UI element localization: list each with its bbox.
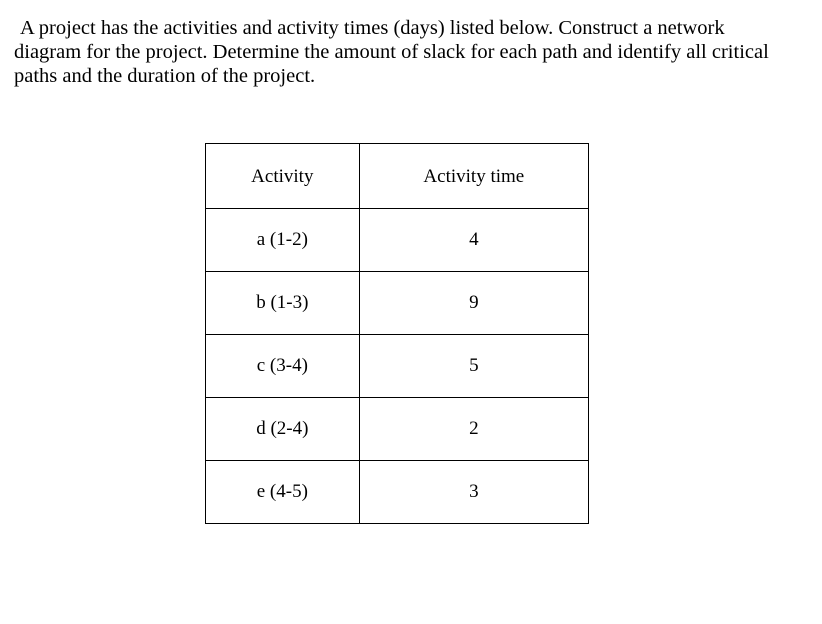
- activity-cell: a (1-2): [206, 209, 360, 272]
- time-cell: 3: [359, 461, 588, 524]
- table-row: [206, 335, 589, 398]
- activity-table: [205, 143, 589, 524]
- time-cell: 5: [359, 335, 588, 398]
- table-row: [206, 461, 589, 524]
- time-cell: 4: [359, 209, 588, 272]
- problem-statement: [14, 16, 814, 88]
- time-cell: 9: [359, 272, 588, 335]
- table-row: [206, 209, 589, 272]
- problem-line-1: A project has the activities and activity times (days) listed below. Construct a network: [20, 17, 725, 39]
- activity-cell: e (4-5): [206, 461, 360, 524]
- header-activity-time: Activity time: [359, 144, 588, 209]
- time-cell: 2: [359, 398, 588, 461]
- activity-cell: b (1-3): [206, 272, 360, 335]
- table-header-row: [206, 144, 589, 209]
- problem-line-3: paths and the duration of the project.: [14, 65, 316, 87]
- header-activity: Activity: [206, 144, 360, 209]
- activity-cell: c (3-4): [206, 335, 360, 398]
- table-row: [206, 272, 589, 335]
- problem-line-2: diagram for the project. Determine the amount of slack for each path and identify all critical: [14, 41, 769, 63]
- table-row: [206, 398, 589, 461]
- activity-cell: d (2-4): [206, 398, 360, 461]
